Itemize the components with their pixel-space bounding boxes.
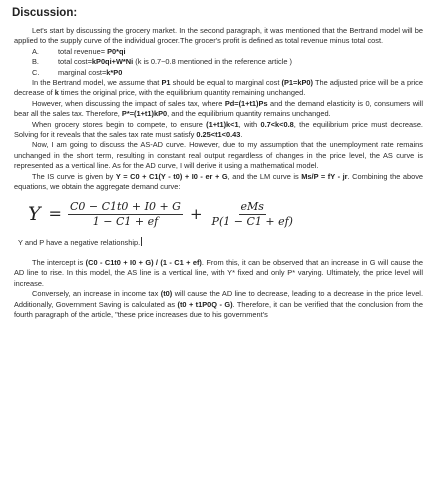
formula-plus: + <box>189 205 203 224</box>
paragraph-bertrand-model: In the Bertrand model, we assume that P1 should be equal to marginal cost (P1=kP0) The adjusted price will be a price decrease of k times the original price, with the equilibrium quantity remaining unchanged. <box>14 78 423 98</box>
fraction-numerator: eMs <box>240 200 264 213</box>
formula-fraction-money <box>210 200 295 229</box>
paragraph-is-lm-curve: The IS curve is given by Y = C0 + C1(Y - t0) + I0 - er + G, and the LM curve is Ms/P = fY - jr. Combining the above equations, we obtain the aggregate demand curve: <box>14 171 424 192</box>
paragraph-competition: When grocery stores begin to compete, to ensure (1+t1)k<1, with 0.7<k<0.8, the equilibrium price must decrease. Solving for it reveals that the sales tax rate must satisfy 0.25<t1<0.43. <box>14 119 423 140</box>
fraction-numerator: C0 − C1t0 + I0 + G <box>69 200 181 213</box>
list-item-total-cost: B. total cost=kP0qi+W*Ni (k is 0.7~0.8 mentioned in the reference article ) <box>14 57 423 67</box>
paragraph-sales-tax: However, when discussing the impact of sales tax, where Pd=(1+t1)Ps and the demand elasticity is 0, consumers will bear all the sales tax. Therefore, P*=(1+t1)kP0, and the equilibrium quantity remains unchanged. <box>14 98 423 119</box>
list-letter: B. <box>32 57 39 67</box>
section-heading: Discussion: <box>12 7 78 19</box>
formula-equals: = <box>48 204 62 224</box>
list-letter: C. <box>32 67 40 77</box>
fraction-denominator: 1 − C1 + ef <box>92 215 159 228</box>
paragraph-intercept: The intercept is (C0 - C1t0 + I0 + G) / (1 - C1 + ef). From this, it can be observed that an increase in G will cause the AD line to rise. In this model, the AS line is a vertical line, with Y* fixed and only P* varying. Ultimately, the price level will increase. <box>14 257 423 288</box>
paragraph-grocery-market: Let's start by discussing the grocery market. In the second paragraph, it was mentioned that the Bertrand model will be applied to the supply curve of the individual grocer.The grocer's profit is defined as total revenue minus total cost. <box>14 26 423 46</box>
formula-fraction-intercept <box>68 200 183 229</box>
list-letter: A. <box>32 46 39 56</box>
text-cursor <box>141 237 142 246</box>
formula-lhs: Y <box>28 203 41 226</box>
list-item-marginal-cost: C. marginal cost=k*P0 <box>14 68 423 78</box>
list-item-total-revenue: A. total revenue= P0*qi <box>14 47 423 57</box>
paragraph-as-ad-curve: Now, I am going to discuss the AS-AD curve. However, due to my assumption that the unemployment rate remains unchanged in the short term, resulting in constant real output regardless of changes in the price level, the AS curve is represented as a vertical line. As for the AD curve, I will derive it using a mathematical model. <box>14 140 423 171</box>
fraction-denominator: P(1 − C1 + ef) <box>211 215 293 228</box>
paragraph-relationship[interactable]: Y and P have a negative relationship. <box>18 237 141 247</box>
paragraph-income-tax: Conversely, an increase in income tax (t0) will cause the AD line to decrease, leading to a decrease in the price level. Additionally, Government Saving is calculated as (t0 + t1P0Q - G). Therefore, it can be verified that the conclusion from the fourth paragraph of the article, "these price increases due to his government's <box>14 289 423 319</box>
aggregate-demand-formula <box>28 195 423 235</box>
